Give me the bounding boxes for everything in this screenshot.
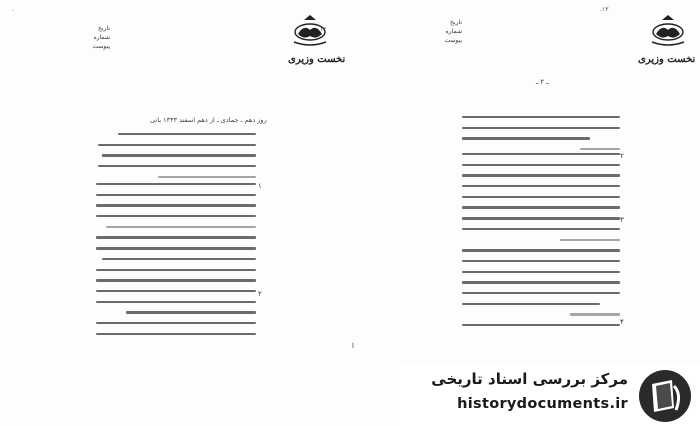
text-block-left-2 <box>96 183 256 343</box>
meta-number-label: شماره <box>445 28 462 35</box>
corner-number: ۱۳ <box>602 6 609 13</box>
letterhead-title: نخست وزیری <box>288 54 346 65</box>
watermark-logo <box>394 364 700 426</box>
lion-and-sun-crest-icon <box>290 14 330 48</box>
document-title: روز دهم ـ جمادی ـ از دهم اسفند ۱۳۴۳ بانی <box>150 116 267 124</box>
text-block-left-1 <box>98 133 256 186</box>
corner-number: ۱۲ <box>320 26 327 33</box>
item-mark: ۲ <box>620 152 624 160</box>
item-mark: ۴ <box>620 318 624 326</box>
document-page-right <box>352 0 700 426</box>
meta-date-label: تاریخ <box>98 25 110 32</box>
corner-mark: · <box>600 8 602 15</box>
meta-fields <box>422 18 462 45</box>
meta-attachment-label: پیوست <box>92 43 110 50</box>
page-number: ـ ۲ ـ <box>536 78 549 86</box>
letterhead-title: نخست وزیری <box>638 54 696 65</box>
item-mark: ۱ <box>258 182 262 190</box>
document-archive-icon <box>636 368 694 424</box>
meta-number-label: شماره <box>93 34 110 41</box>
item-mark: ۳ <box>620 216 624 224</box>
meta-date-label: تاریخ <box>450 19 462 26</box>
text-block-right-2 <box>462 153 620 335</box>
margin-mark: ا <box>352 342 354 350</box>
corner-mark: · <box>12 8 14 15</box>
meta-attachment-label: پیوست <box>444 37 462 44</box>
logo-url: historydocuments.ir <box>457 396 628 412</box>
item-mark: ۲ <box>258 290 262 298</box>
meta-fields <box>70 24 110 51</box>
logo-title: مرکز بررسی اسناد تاریخی <box>431 370 628 388</box>
lion-and-sun-crest-icon <box>648 14 688 48</box>
